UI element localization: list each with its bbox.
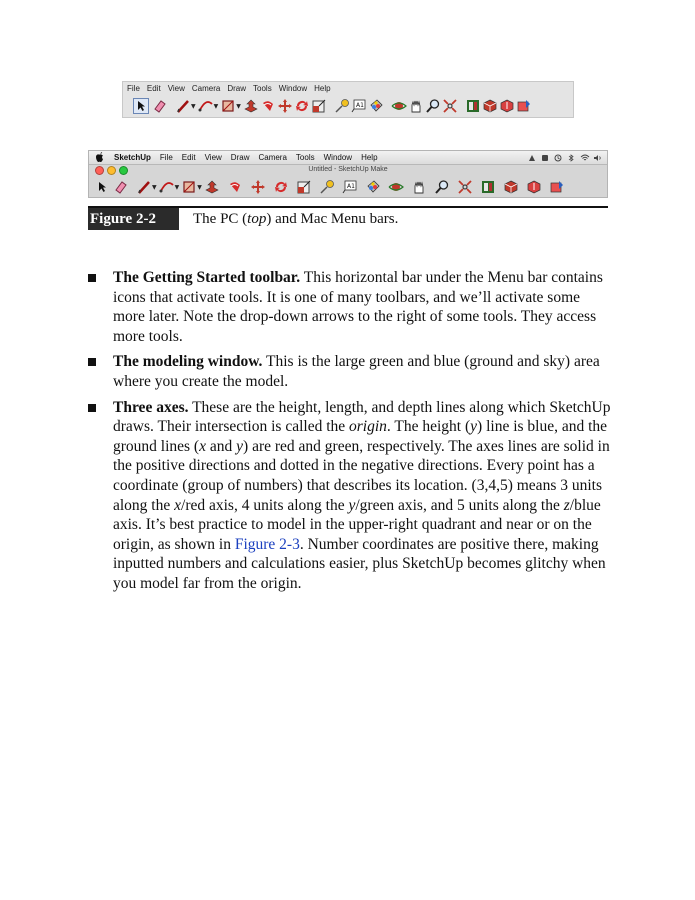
pan-icon[interactable] bbox=[408, 98, 424, 114]
bullet-title: The modeling window. bbox=[113, 353, 263, 371]
orbit-icon[interactable] bbox=[391, 98, 407, 114]
line-tool-icon[interactable] bbox=[175, 98, 191, 114]
mac-warehouse-icon[interactable] bbox=[480, 179, 496, 195]
mac-share-model-icon[interactable] bbox=[526, 179, 542, 195]
rotate-icon[interactable] bbox=[294, 98, 310, 114]
mac-push-pull-icon[interactable] bbox=[204, 179, 220, 195]
scale-icon[interactable] bbox=[311, 98, 327, 114]
figure-label: Figure 2-2 bbox=[88, 208, 179, 230]
extension-warehouse-icon[interactable] bbox=[516, 98, 532, 114]
var-x: x bbox=[199, 437, 206, 455]
components-icon[interactable] bbox=[482, 98, 498, 114]
evernote-icon[interactable] bbox=[541, 154, 549, 162]
caption-emphasis: top bbox=[247, 211, 267, 227]
var-x: x bbox=[174, 496, 182, 514]
mac-menu-view[interactable]: View bbox=[204, 153, 222, 162]
pc-menu-draw[interactable]: Draw bbox=[227, 84, 247, 93]
arc-dropdown-icon[interactable]: ▼ bbox=[213, 102, 219, 110]
pc-menu-tools[interactable]: Tools bbox=[253, 84, 272, 93]
svg-text:A1: A1 bbox=[346, 183, 355, 190]
offset-icon[interactable] bbox=[260, 98, 276, 114]
bullet-text: These are the height, length, and depth lines along which SketchUp draws. Their intersection is called the bbox=[113, 398, 611, 436]
pc-menu-bar bbox=[123, 82, 573, 95]
bullet-square-icon bbox=[88, 358, 96, 366]
var-y: y bbox=[236, 437, 244, 455]
mac-extension-warehouse-icon[interactable] bbox=[549, 179, 565, 195]
volume-icon[interactable] bbox=[593, 154, 601, 162]
mac-line-dropdown-icon[interactable]: ▼ bbox=[152, 183, 157, 191]
mac-arc-tool-icon[interactable] bbox=[159, 179, 175, 195]
bullet-square-icon bbox=[88, 274, 96, 282]
mac-offset-icon[interactable] bbox=[227, 179, 243, 195]
mac-zoom-extents-icon[interactable] bbox=[457, 179, 473, 195]
mac-menu-file[interactable]: File bbox=[159, 153, 173, 162]
pc-menu-edit[interactable]: Edit bbox=[146, 84, 161, 93]
mac-move-icon[interactable] bbox=[250, 179, 266, 195]
move-icon[interactable] bbox=[277, 98, 293, 114]
figure-caption bbox=[193, 208, 398, 230]
svg-text:A1: A1 bbox=[355, 102, 364, 109]
mac-shape-dropdown-icon[interactable]: ▼ bbox=[197, 183, 202, 191]
share-model-icon[interactable] bbox=[499, 98, 515, 114]
mac-orbit-icon[interactable] bbox=[388, 179, 404, 195]
mac-menu-camera[interactable]: Camera bbox=[258, 153, 287, 162]
bullet-text: This horizontal bar under the Menu bar contains icons that activate tools. It is one of many toolbars, and we’ll activate some more later. Note the drop-down arrows to the right of some tools. They access more tools. bbox=[113, 269, 603, 345]
bullet-three-axes bbox=[88, 398, 613, 594]
bullet-text: /green axis, and 5 units along the bbox=[355, 496, 564, 514]
apple-icon[interactable] bbox=[95, 152, 104, 164]
mac-status-area bbox=[528, 152, 601, 164]
mac-paint-bucket-icon[interactable] bbox=[365, 179, 381, 195]
tape-measure-icon[interactable] bbox=[334, 98, 350, 114]
bluetooth-icon[interactable] bbox=[567, 154, 575, 162]
shape-dropdown-icon[interactable]: ▼ bbox=[236, 102, 241, 110]
var-z: z bbox=[563, 496, 570, 514]
bullet-title: Three axes. bbox=[113, 398, 189, 416]
mac-menu-edit[interactable]: Edit bbox=[181, 153, 196, 162]
mac-menu-draw[interactable]: Draw bbox=[230, 153, 250, 162]
mac-text-tool-icon[interactable] bbox=[342, 179, 358, 195]
bullet-text: and bbox=[206, 437, 237, 455]
mac-zoom-icon[interactable] bbox=[434, 179, 450, 195]
bullet-text: ) line is blue, and the ground lines ( bbox=[113, 418, 608, 455]
arc-tool-icon[interactable] bbox=[198, 98, 214, 114]
mac-scale-icon[interactable] bbox=[296, 179, 312, 195]
mac-select-tool-icon[interactable] bbox=[95, 179, 109, 195]
mac-screenshot bbox=[88, 150, 608, 198]
caption-text: The PC ( bbox=[193, 211, 248, 227]
mac-title-bar bbox=[89, 165, 607, 175]
mac-menu-bar bbox=[89, 151, 607, 165]
bullet-title: The Getting Started toolbar. bbox=[113, 269, 301, 286]
window-title: Untitled - SketchUp Make bbox=[308, 166, 388, 173]
warehouse-icon[interactable] bbox=[465, 98, 481, 114]
notification-icon[interactable] bbox=[528, 154, 536, 162]
bullet-text: /red axis, 4 units along the bbox=[181, 496, 349, 514]
caption-text-end: ) and Mac Menu bars. bbox=[266, 211, 399, 227]
zoom-icon[interactable] bbox=[425, 98, 441, 114]
pc-menu-help[interactable]: Help bbox=[314, 84, 331, 93]
mac-components-icon[interactable] bbox=[503, 179, 519, 195]
figure-2-3-link[interactable]: Figure 2-3 bbox=[234, 535, 300, 553]
wifi-icon[interactable] bbox=[580, 154, 588, 162]
mac-eraser-icon[interactable] bbox=[113, 179, 129, 195]
pc-getting-started-toolbar bbox=[125, 96, 571, 116]
line-dropdown-icon[interactable]: ▼ bbox=[191, 102, 196, 110]
bullet-text: . Number coordinates are positive there, making inputted numbers and calculations easier, plus SketchUp becomes glitchy when you model far from the origin. bbox=[113, 535, 606, 592]
bullet-modeling-window bbox=[88, 352, 613, 391]
push-pull-icon[interactable] bbox=[243, 98, 259, 114]
eraser-icon[interactable] bbox=[152, 98, 168, 114]
mac-menu-window[interactable]: Window bbox=[323, 153, 353, 162]
bullet-square-icon bbox=[88, 404, 96, 412]
mac-app-name[interactable]: SketchUp bbox=[114, 153, 151, 162]
mac-pan-icon[interactable] bbox=[411, 179, 427, 195]
zoom-extents-icon[interactable] bbox=[442, 98, 458, 114]
bullet-getting-started-toolbar bbox=[88, 268, 613, 346]
mac-menu-tools[interactable]: Tools bbox=[295, 153, 315, 162]
select-tool-icon[interactable] bbox=[133, 98, 149, 114]
mac-arc-dropdown-icon[interactable]: ▼ bbox=[174, 183, 180, 191]
time-machine-icon[interactable] bbox=[554, 154, 562, 162]
var-y: y bbox=[348, 496, 356, 514]
mac-getting-started-toolbar bbox=[91, 177, 605, 197]
mac-tape-measure-icon[interactable] bbox=[319, 179, 335, 195]
term-origin: origin bbox=[349, 418, 387, 436]
pc-screenshot bbox=[122, 81, 574, 118]
paint-bucket-icon[interactable] bbox=[368, 98, 384, 114]
text-tool-icon[interactable] bbox=[351, 98, 367, 114]
bullet-list bbox=[88, 268, 613, 600]
mac-line-tool-icon[interactable] bbox=[136, 179, 152, 195]
bullet-text: ) are red and green, respectively. The axes lines are solid in the positive directions and dotted in the negative directions. Every point has a coordinate (group of numbers) that describes its location. (3,4,5) means 3 units along the bbox=[113, 437, 610, 514]
bullet-text: . The height ( bbox=[386, 418, 471, 436]
pc-menu-camera[interactable]: Camera bbox=[191, 84, 221, 93]
mac-menu-help[interactable]: Help bbox=[361, 153, 378, 162]
rectangle-tool-icon[interactable] bbox=[220, 98, 236, 114]
bullet-text: /blue axis. It’s best practice to model in the upper-right quadrant and near or on the origin, as shown in bbox=[113, 496, 601, 553]
mac-rotate-icon[interactable] bbox=[273, 179, 289, 195]
mac-rectangle-tool-icon[interactable] bbox=[181, 179, 197, 195]
pc-menu-view[interactable]: View bbox=[167, 84, 185, 93]
pc-menu-window[interactable]: Window bbox=[278, 84, 308, 93]
bullet-text: This is the large green and blue (ground and sky) area where you create the model. bbox=[113, 353, 600, 390]
var-y: y bbox=[470, 418, 478, 436]
pc-menu-file[interactable]: File bbox=[127, 84, 140, 93]
